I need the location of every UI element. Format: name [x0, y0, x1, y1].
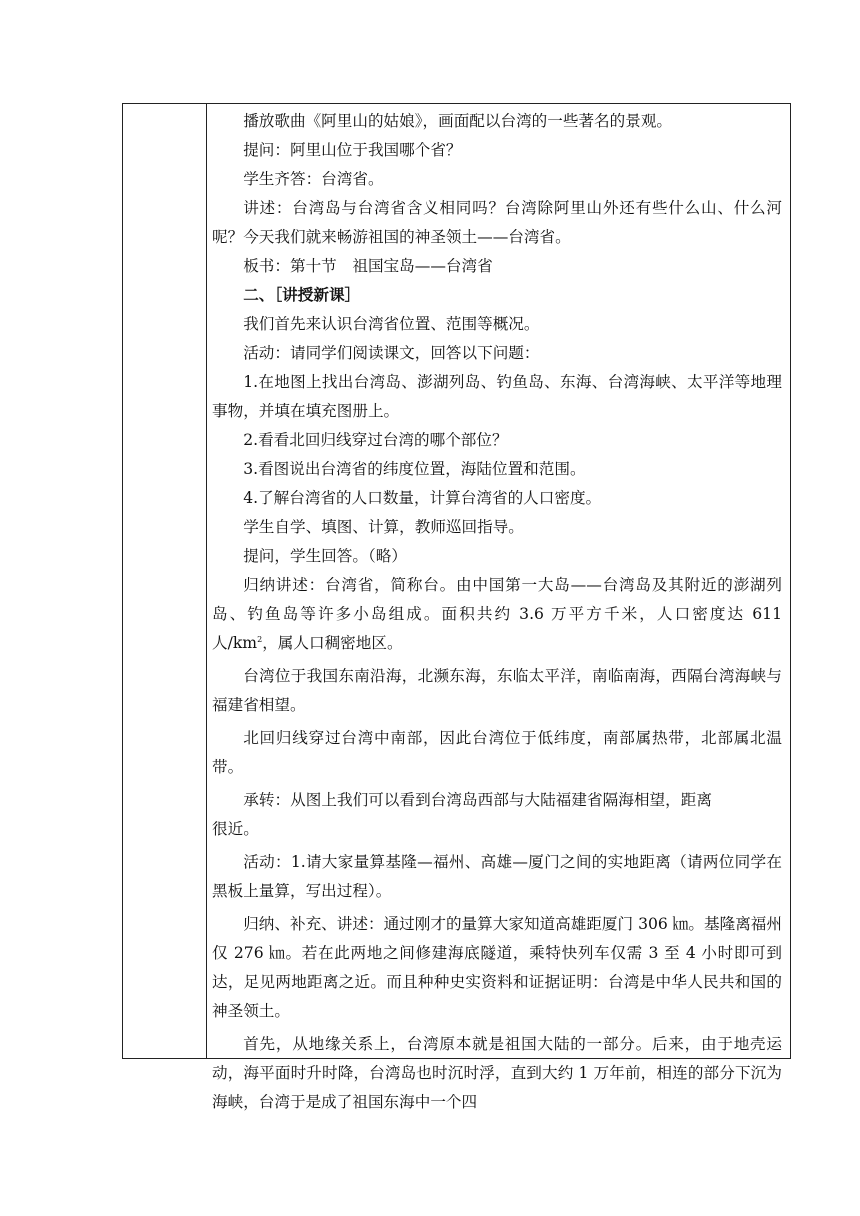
paragraph: 学生自学、填图、计算，教师巡回指导。: [243, 518, 524, 536]
paragraph: 讲述：台湾岛与台湾省含义相同吗？台湾除阿里山外还有些什么山、什么河呢？今天我们就来畅游祖国的神圣领土——台湾省。: [212, 199, 782, 246]
lesson-content: [212, 107, 782, 1117]
paragraph: 北回归线穿过台湾中南部，因此台湾位于低纬度，南部属热带，北部属北温带。: [212, 729, 782, 776]
paragraph: 播放歌曲《阿里山的姑娘》，画面配以台湾的一些著名的景观。: [243, 112, 673, 130]
question-item: 3.看图说出台湾省的纬度位置，海陆位置和范围。: [243, 460, 586, 478]
question-item: 1.在地图上找出台湾岛、澎湖列岛、钓鱼岛、东海、台湾海峡、太平洋等地理事物，并填在填充图册上。: [212, 373, 782, 420]
paragraph: 活动：1.请大家量算基隆—福州、高雄—厦门之间的实地距离（请两位同学在黑板上量算，写出过程）。: [212, 853, 782, 900]
paragraph: 活动：请同学们阅读课文，回答以下问题：: [243, 344, 540, 362]
paragraph: 归纳、补充、讲述：通过刚才的量算大家知道高雄距厦门 306 ㎞。基隆离福州仅 276 ㎞。若在此两地之间修建海底隧道，乘特快列车仅需 3 至 4 小时即可到达，足见两地距离之近。而且种种史实资料和证据证明：台湾是中华人民共和国的神圣领土。: [212, 915, 782, 1020]
table-col-divider: [206, 103, 207, 1058]
paragraph: [212, 571, 782, 658]
superscript: 2: [257, 634, 263, 644]
paragraph: 提问：阿里山位于我国哪个省？: [243, 141, 462, 159]
paragraph: 提问，学生回答。（略）: [243, 547, 407, 565]
paragraph: 学生齐答：台湾省。: [243, 170, 384, 188]
paragraph: 台湾位于我国东南沿海，北濒东海，东临太平洋，南临南海，西隔台湾海峡与福建省相望。: [212, 667, 782, 714]
paragraph: 首先，从地缘关系上，台湾原本就是祖国大陆的一部分。后来，由于地壳运动，海平面时升时降，台湾岛也时沉时浮，直到大约 1 万年前，相连的部分下沉为海峡，台湾于是成了祖国东海中一个四: [212, 1035, 782, 1111]
paragraph: 板书：第十节 祖国宝岛——台湾省: [243, 257, 493, 275]
paragraph: 我们首先来认识台湾省位置、范围等概况。: [243, 315, 540, 333]
question-item: 4.了解台湾省的人口数量，计算台湾省的人口密度。: [243, 489, 602, 507]
paragraph-text: 归纳讲述：台湾省，简称台。由中国第一大岛——台湾岛及其附近的澎湖列岛、钓鱼岛等许多小岛组成。面积共约 3.6 万平方千米，人口密度达 611 人/km: [212, 576, 782, 652]
table-right-border: [790, 103, 791, 1058]
paragraph-text: ，属人口稠密地区。: [262, 634, 403, 652]
paragraph: 承转：从图上我们可以看到台湾岛西部与大陆福建省隔海相望，距离很近。: [212, 791, 712, 838]
section-heading: 二、［讲授新课］: [243, 286, 361, 304]
question-item: 2.看看北回归线穿过台湾的哪个部位？: [243, 431, 508, 449]
